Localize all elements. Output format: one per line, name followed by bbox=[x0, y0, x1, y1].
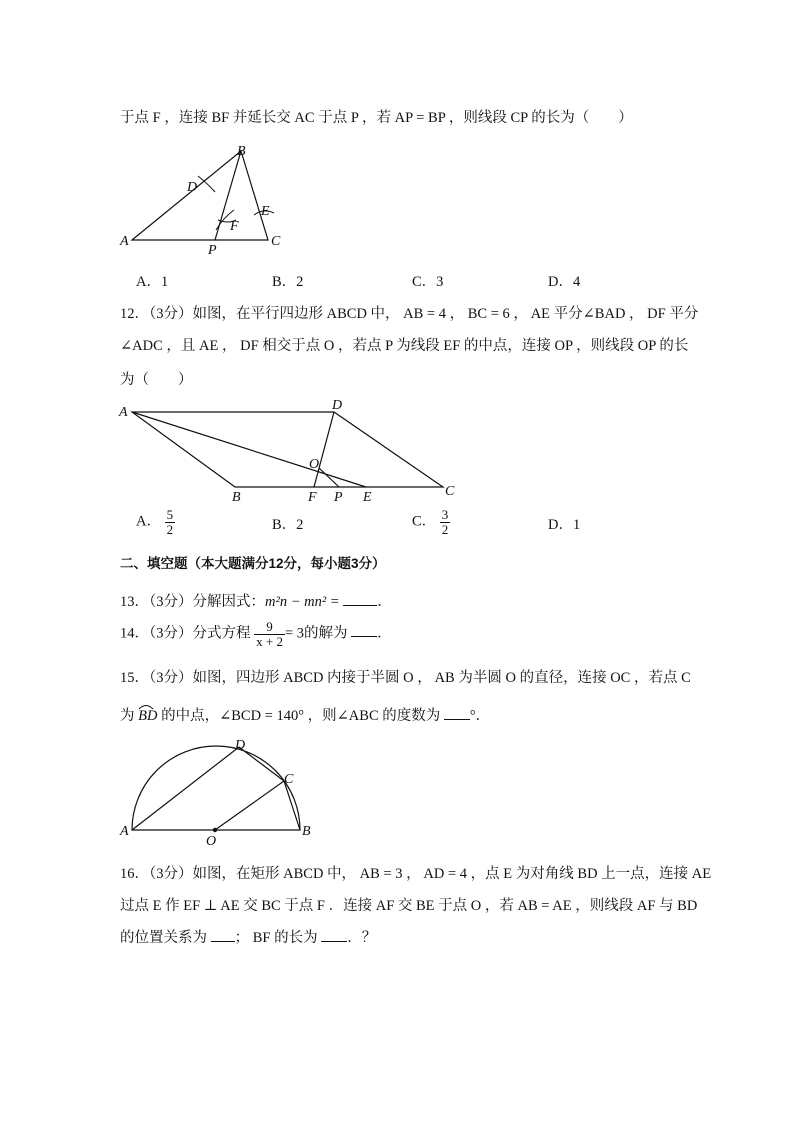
q14 bbox=[120, 620, 392, 648]
q12-option-c-numerator: 3 bbox=[441, 507, 449, 522]
q12-label-E: E bbox=[363, 490, 372, 505]
q16-line3-prefix: 的位置关系为 bbox=[120, 930, 207, 946]
q11-label-P: P bbox=[208, 243, 217, 258]
q12-figure bbox=[118, 400, 478, 510]
q12-line1: 12．（3分）如图，在平行四边形 ABCD 中， AB = 4 ， BC = 6 ， AE 平分∠BAD ， DF 平分 bbox=[120, 306, 699, 322]
q12-line3: 为（ ） bbox=[120, 372, 193, 388]
q14-numerator: 9 bbox=[254, 620, 285, 635]
q13-end: ． bbox=[377, 594, 392, 610]
q12-label-D: D bbox=[332, 398, 343, 413]
q13-expression: m²n − mn² = bbox=[265, 594, 340, 610]
q14-fraction bbox=[254, 620, 285, 648]
q15-unit: °． bbox=[469, 708, 491, 724]
q12-option-d: D．1 bbox=[548, 517, 581, 533]
q11-label-E: E bbox=[261, 204, 270, 219]
q12-option-b: B．2 bbox=[272, 517, 304, 533]
q16-line3-mid: ； BF 的长为 bbox=[234, 930, 318, 946]
q12-option-c-label: C． bbox=[412, 513, 437, 530]
q15-label-O: O bbox=[206, 834, 217, 849]
q11-label-D: D bbox=[187, 180, 198, 195]
q16-line3 bbox=[120, 926, 376, 947]
q11-label-B: B bbox=[237, 144, 246, 159]
q13 bbox=[120, 590, 392, 611]
q15-label-C: C bbox=[284, 772, 294, 787]
q14-end: ． bbox=[377, 625, 392, 642]
q13-prefix: 13．（3分）分解因式： bbox=[120, 594, 265, 610]
q15-label-B: B bbox=[302, 824, 311, 839]
q11-option-b: B．2 bbox=[272, 274, 304, 290]
q11-option-c: C．3 bbox=[412, 274, 444, 290]
q12-option-c bbox=[412, 508, 450, 536]
q15-answer-blank[interactable] bbox=[444, 719, 470, 720]
q15-figure bbox=[118, 735, 328, 849]
q15-arc-label: BD bbox=[138, 708, 158, 724]
q16-line2: 过点 E 作 EF ⊥ AE 交 BC 于点 F ．连接 AF 交 BE 于点 O ，若 AB = AE ，则线段 AF 与 BD bbox=[120, 898, 698, 914]
q12-option-a-denominator: 2 bbox=[166, 521, 174, 537]
q12-label-P: P bbox=[334, 490, 343, 505]
q12-option-c-denominator: 2 bbox=[441, 521, 449, 537]
q12-label-F: F bbox=[308, 490, 317, 505]
q14-answer-blank[interactable] bbox=[351, 636, 377, 637]
q13-answer-blank[interactable] bbox=[343, 605, 377, 606]
q15-line1: 15．（3分）如图，四边形 ABCD 内接于半圆 O ， AB 为半圆 O 的直径，连接 OC ，若点 C bbox=[120, 670, 691, 686]
q12-option-c-fraction bbox=[440, 508, 451, 536]
q15-line2-post: 的中点，∠BCD = 140° ，则∠ABC 的度数为 bbox=[161, 708, 441, 724]
q14-prefix: 14．（3分）分式方程 bbox=[120, 625, 251, 642]
q12-label-B: B bbox=[232, 490, 241, 505]
q15-line2-prefix: 为 bbox=[120, 708, 135, 724]
q11-option-d: D．4 bbox=[548, 274, 581, 290]
q16-answer-blank-2[interactable] bbox=[321, 941, 347, 942]
q15-line2 bbox=[120, 704, 490, 725]
section-heading: 二、填空题（本大题满分12分，每小题3分） bbox=[120, 556, 386, 571]
q16-line1: 16．（3分）如图，在矩形 ABCD 中， AB = 3 ， AD = 4 ，点 E 为对角线 BD 上一点，连接 AE bbox=[120, 866, 712, 882]
q12-label-A: A bbox=[119, 405, 128, 420]
q12-option-a-numerator: 5 bbox=[166, 507, 174, 522]
q16-line3-end: ．？ bbox=[347, 930, 377, 946]
q12-label-C: C bbox=[445, 484, 455, 499]
q11-label-C: C bbox=[271, 234, 281, 249]
q14-denominator: x + 2 bbox=[256, 633, 283, 649]
q12-option-a-fraction bbox=[165, 508, 176, 536]
q14-equation: = 3的解为 bbox=[284, 625, 348, 642]
q11-option-a: A．1 bbox=[136, 274, 169, 290]
q15-arc-bd bbox=[138, 708, 157, 725]
q12-option-a-label: A． bbox=[136, 513, 161, 530]
arc-mark-icon bbox=[138, 704, 154, 710]
q15-label-D: D bbox=[235, 738, 246, 753]
q15-label-A: A bbox=[120, 824, 129, 839]
q12-label-O: O bbox=[309, 457, 320, 472]
q11-figure bbox=[118, 140, 318, 260]
q11-text: 于点 F ，连接 BF 并延长交 AC 于点 P ，若 AP = BP ，则线段 CP 的长为（ ） bbox=[120, 110, 633, 126]
q11-label-A: A bbox=[120, 234, 129, 249]
q12-line2: ∠ADC ，且 AE ， DF 相交于点 O ，若点 P 为线段 EF 的中点，连接 OP ，则线段 OP 的长 bbox=[120, 338, 689, 354]
q11-label-F: F bbox=[230, 219, 239, 234]
q12-option-a bbox=[136, 508, 175, 536]
q16-answer-blank-1[interactable] bbox=[211, 941, 235, 942]
